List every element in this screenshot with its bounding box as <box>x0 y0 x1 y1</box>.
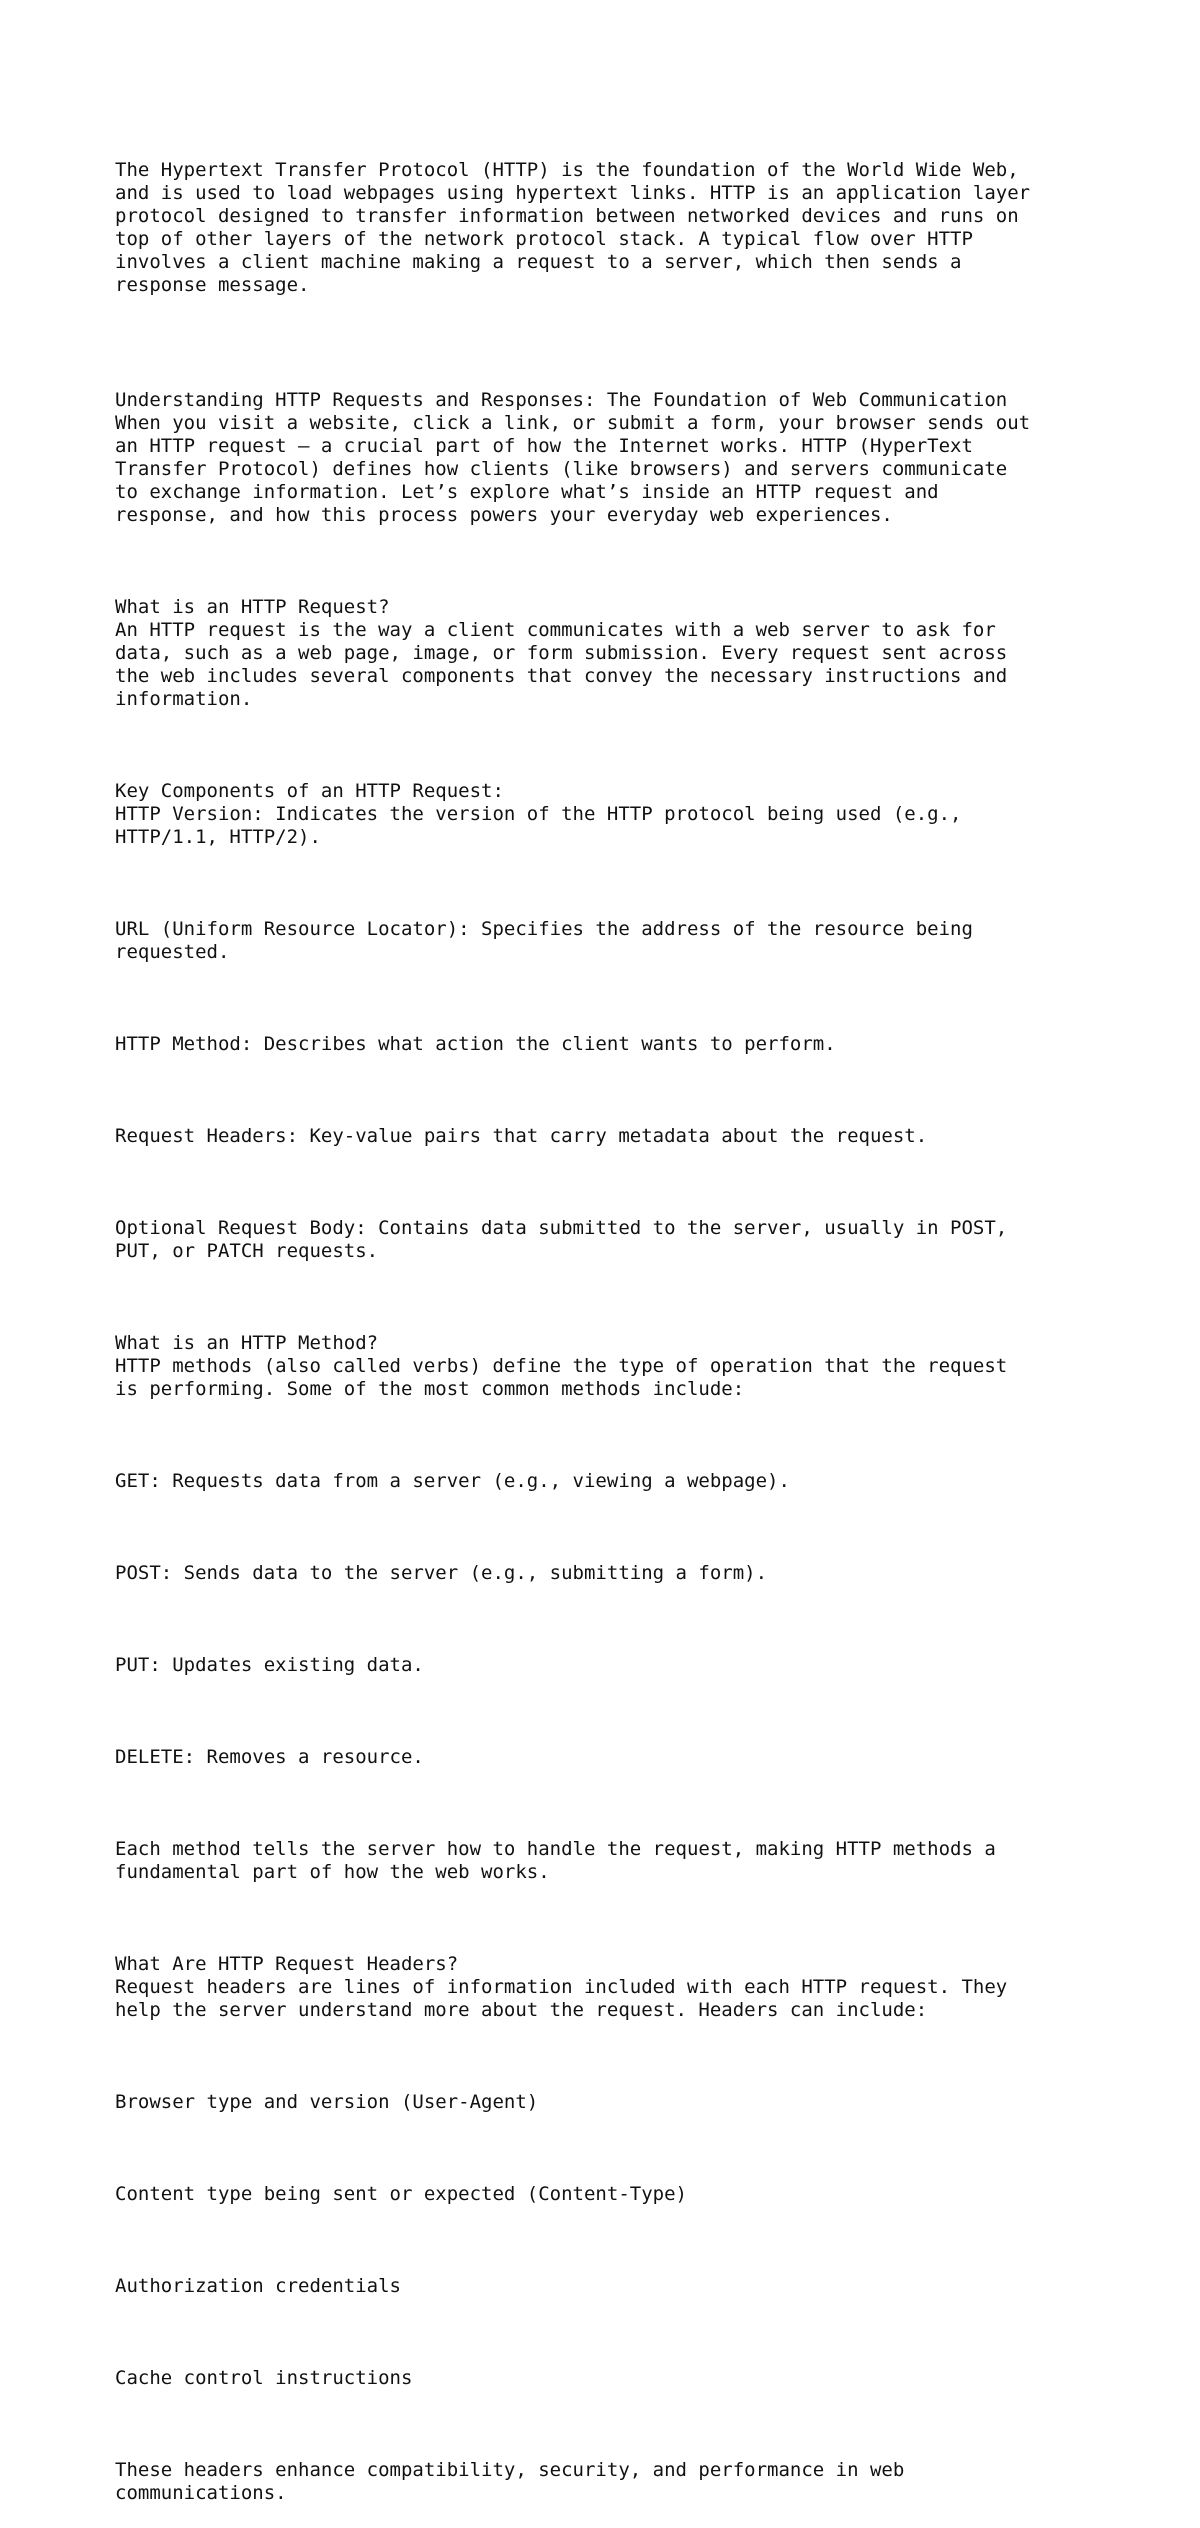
paragraph-what-are-headers: What Are HTTP Request Headers? Request headers are lines of information included with each HTTP request. They help the server understand more about the request. Headers can include: <box>115 1953 1008 2021</box>
paragraph-url: URL (Uniform Resource Locator): Specifies the address of the resource being requested. <box>115 918 973 963</box>
paragraph-delete: DELETE: Removes a resource. <box>115 1746 424 1768</box>
document-body <box>115 113 1115 2528</box>
paragraph-http-intro: The Hypertext Transfer Protocol (HTTP) is the foundation of the World Wide Web, and is used to load webpages using hypertext links. HTTP is an application layer protocol designed to transfer information between networked devices and runs on top of other layers of the network protocol stack. A typical flow over HTTP involves a client machine making a request to a server, which then sends a response message. <box>115 159 1031 296</box>
paragraph-key-components: Key Components of an HTTP Request: HTTP Version: Indicates the version of the HTTP protocol being used (e.g., HTTP/1.1, HTTP/2). <box>115 780 962 848</box>
paragraph-request-body-item: Optional Request Body: Contains data submitted to the server, usually in POST, PUT, or PATCH requests. <box>115 1217 1008 1262</box>
paragraph-user-agent: Browser type and version (User-Agent) <box>115 2091 539 2113</box>
paragraph-authorization: Authorization credentials <box>115 2275 401 2297</box>
paragraph-what-is-request: What is an HTTP Request? An HTTP request is the way a client communicates with a web server to ask for data, such as a web page, image, or form submission. Every request sent across the web includes several components that convey the necessary instructions and information. <box>115 596 1008 710</box>
paragraph-request-headers-item: Request Headers: Key-value pairs that carry metadata about the request. <box>115 1125 928 1147</box>
paragraph-methods-summary: Each method tells the server how to handle the request, making HTTP methods a fundamental part of how the web works. <box>115 1838 996 1883</box>
paragraph-content-type: Content type being sent or expected (Content-Type) <box>115 2183 687 2205</box>
paragraph-put: PUT: Updates existing data. <box>115 1654 424 1676</box>
paragraph-headers-summary: These headers enhance compatibility, security, and performance in web communications. <box>115 2459 905 2504</box>
paragraph-http-method-item: HTTP Method: Describes what action the client wants to perform. <box>115 1033 836 1055</box>
paragraph-post: POST: Sends data to the server (e.g., submitting a form). <box>115 1562 768 1584</box>
paragraph-understanding-http: Understanding HTTP Requests and Responses: The Foundation of Web Communication When you visit a website, click a link, or submit a form, your browser sends out an HTTP request — a crucial part of how the Internet works. HTTP (HyperText Transfer Protocol) defines how clients (like browsers) and servers communicate to exchange information. Let’s explore what’s inside an HTTP request and response, and how this process powers your everyday web experiences. <box>115 389 1031 526</box>
paragraph-get: GET: Requests data from a server (e.g., viewing a webpage). <box>115 1470 790 1492</box>
paragraph-what-is-method: What is an HTTP Method? HTTP methods (also called verbs) define the type of operation that the request is performing. Some of the most common methods include: <box>115 1332 1008 1400</box>
paragraph-cache-control: Cache control instructions <box>115 2367 413 2389</box>
